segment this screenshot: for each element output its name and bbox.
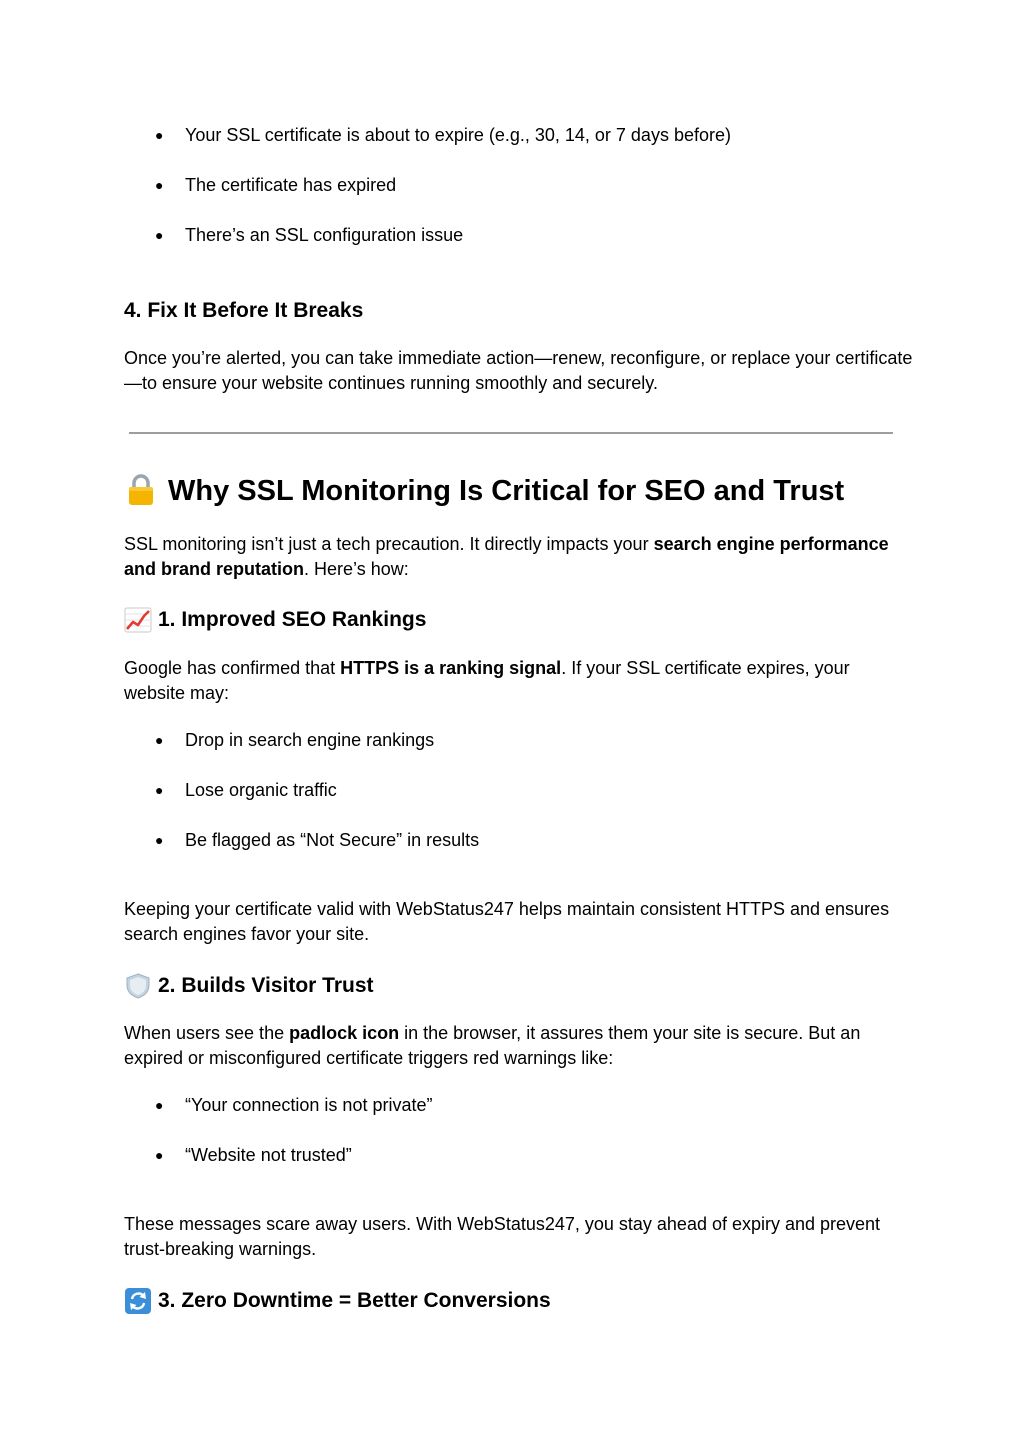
bullet-glyph: ● [155,782,164,798]
horizontal-divider [129,432,893,434]
intro-text: SSL monitoring isn’t just a tech precaution. It directly impacts your [124,534,654,554]
bullet-glyph: ● [155,832,164,848]
seo-body-text-end: . If your SSL certificate expires, your website may: [124,658,850,703]
trust-body-bold: padlock icon [289,1023,400,1043]
seo-heading-text: 1. Improved SEO Rankings [158,608,427,631]
bullet-glyph: ● [155,1097,164,1113]
bullet-glyph: ● [155,1147,164,1163]
list-item: Lose organic traffic [185,780,337,800]
seo-body-bold: HTTPS is a ranking signal [340,658,562,678]
main-heading [124,473,844,509]
seo-body [124,656,914,706]
list-item: “Your connection is not private” [185,1095,433,1115]
bullet-glyph: ● [155,732,164,748]
bullet-glyph: ● [155,177,164,193]
trust-heading-text: 2. Builds Visitor Trust [158,974,374,997]
intro-text-end: . Here’s how: [304,559,409,579]
trust-body-text-end: in the browser, it assures them your site is secure. But an expired or misconfigured certificate triggers red warnings like: [124,1023,861,1068]
chart-increasing-icon [124,607,152,633]
trust-body-text: When users see the [124,1023,290,1043]
shield-icon [124,973,152,999]
trust-closing: These messages scare away users. With WebStatus247, you stay ahead of expiry and prevent trust-breaking warnings. [124,1214,881,1259]
seo-closing: Keeping your certificate valid with WebStatus247 helps maintain consistent HTTPS and ensures search engines favor your site. [124,899,890,944]
section-body-fix: Once you’re alerted, you can take immediate action—renew, reconfigure, or replace your certificate—to ensure your website continues running smoothly and securely. [124,348,913,393]
main-intro [124,532,914,582]
intro-bold-text: search engine performance and brand reputation [124,534,889,579]
seo-body-text: Google has confirmed that [124,658,341,678]
list-item: Your SSL certificate is about to expire (e.g., 30, 14, or 7 days before) [185,125,731,145]
main-heading-text: Why SSL Monitoring Is Critical for SEO and Trust [168,475,845,507]
bullet-glyph: ● [155,227,164,243]
list-item: Be flagged as “Not Secure” in results [185,830,480,850]
trust-body [124,1021,914,1071]
refresh-arrows-icon [124,1288,152,1314]
lock-icon [124,473,158,507]
list-item: The certificate has expired [185,175,397,195]
downtime-heading [124,1288,551,1314]
seo-heading [124,607,426,633]
list-item: Drop in search engine rankings [185,730,435,750]
downtime-heading-text: 3. Zero Downtime = Better Conversions [158,1289,551,1312]
list-item: “Website not trusted” [185,1145,352,1165]
bullet-glyph: ● [155,127,164,143]
trust-heading [124,973,374,999]
list-item: There’s an SSL configuration issue [185,225,464,245]
section-heading-fix: 4. Fix It Before It Breaks [124,299,364,322]
